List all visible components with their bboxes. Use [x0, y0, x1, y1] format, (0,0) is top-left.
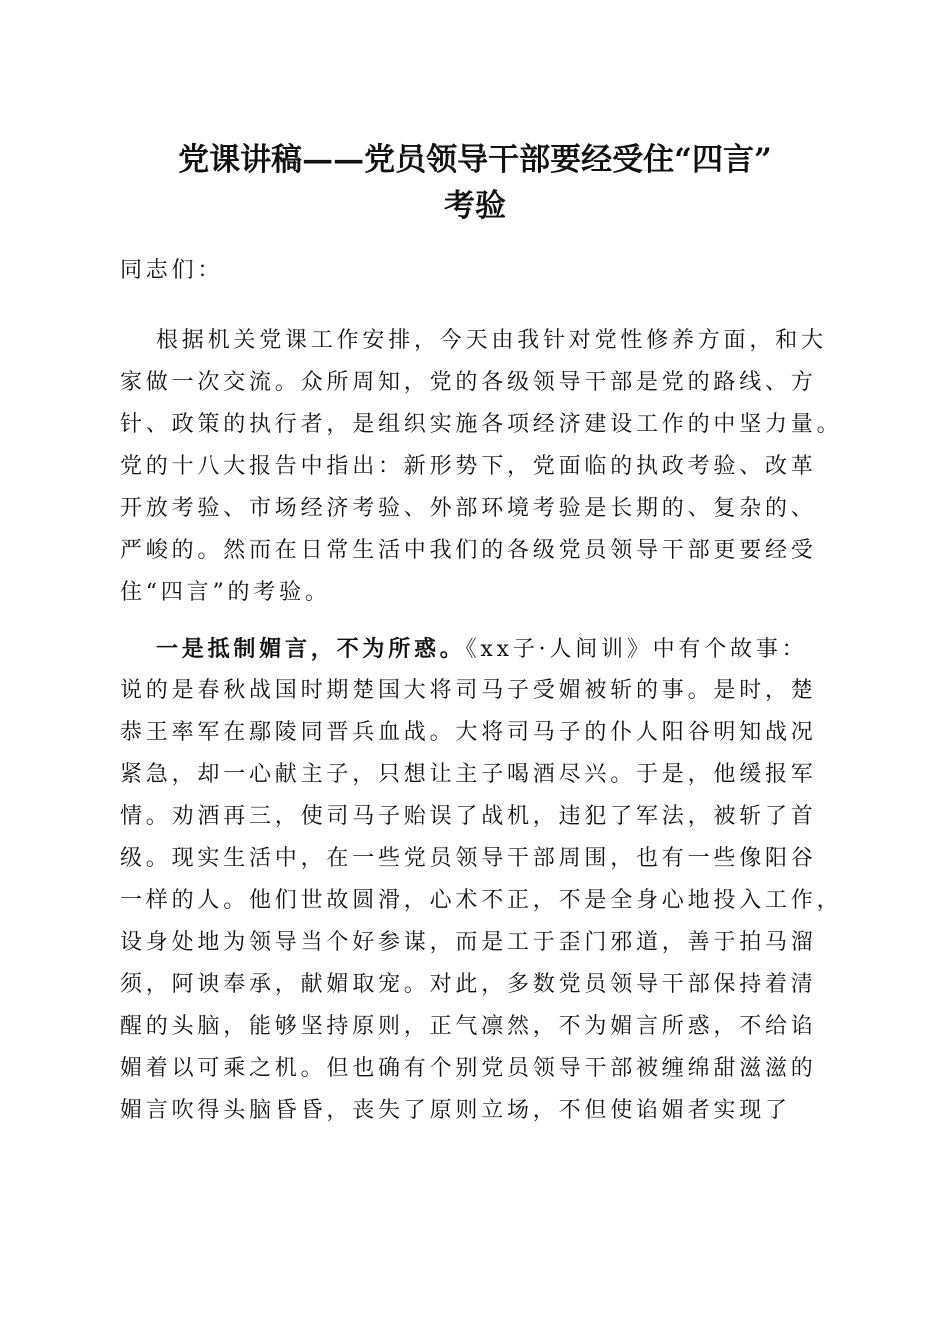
text-line: 根据机关党课工作安排，今天由我针对党性修养方面，和大 [156, 328, 827, 353]
text-line: 媚言吹得头脑昏昏，丧失了原则立场，不但使谄媚者实现了 [120, 1098, 791, 1123]
salutation: 同志们： [120, 258, 224, 283]
text-line: 严峻的。然而在日常生活中我们的各级党员领导干部更要经受 [120, 538, 817, 563]
text-line: 醒的头脑，能够坚持原则，正气凛然，不为媚言所惑，不给谄 [120, 1014, 817, 1039]
text-line: 党的十八大报告中指出：新形势下，党面临的执政考验、改革 [120, 454, 817, 479]
document-title-line-2: 考验 [444, 188, 506, 224]
text-line: 针、政策的执行者，是组织实施各项经济建设工作的中坚力量。 [120, 412, 843, 437]
text-line: 媚着以可乘之机。但也确有个别党员领导干部被缠绵甜滋滋的 [120, 1056, 817, 1081]
text-line: 紧急，却一心献主子，只想让主子喝酒尽兴。于是，他缓报军 [120, 762, 817, 787]
text-line: 说的是春秋战国时期楚国大将司马子受媚被斩的事。是时，楚 [120, 678, 817, 703]
document-title-line-1: 党课讲稿——党员领导干部要经受住“四言” [178, 142, 772, 178]
text-line: 开放考验、市场经济考验、外部环境考验是长期的、复杂的、 [120, 496, 817, 521]
text-line: 设身处地为领导当个好参谋，而是工于歪门邪道，善于拍马溜 [120, 930, 817, 955]
text-line: 家做一次交流。众所周知，党的各级领导干部是党的路线、方 [120, 370, 817, 395]
text-span: 《xx子·人间训》中有个故事： [465, 637, 808, 662]
text-line: 情。劝酒再三，使司马子贻误了战机，违犯了军法，被斩了首 [120, 804, 817, 829]
text-line: 须，阿谀奉承，献媚取宠。对此，多数党员领导干部保持着清 [120, 972, 817, 997]
text-line: 住“四言”的考验。 [120, 580, 331, 605]
text-line [156, 634, 807, 665]
section-heading: 一是抵制媚言，不为所惑。 [156, 636, 466, 662]
text-line: 一样的人。他们世故圆滑，心术不正，不是全身心地投入工作， [120, 888, 843, 913]
text-line: 级。现实生活中，在一些党员领导干部周围，也有一些像阳谷 [120, 846, 817, 871]
text-line: 恭王率军在鄢陵同晋兵血战。大将司马子的仆人阳谷明知战况 [120, 720, 817, 745]
